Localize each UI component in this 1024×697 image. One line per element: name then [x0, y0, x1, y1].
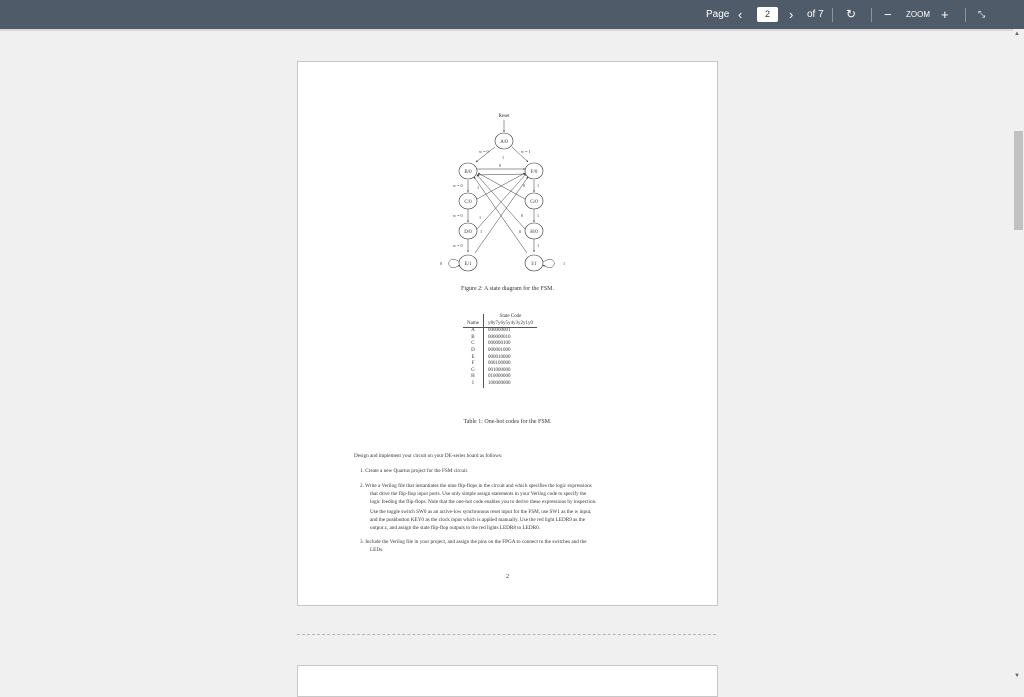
scroll-up-icon[interactable]: ▲ [1014, 31, 1020, 37]
edge-label: w = 0 [479, 149, 489, 154]
zoom-label: ZOOM [906, 10, 930, 19]
edge-label: 1 [537, 243, 540, 248]
table-row: D 000001000 [463, 348, 537, 355]
chevron-right-icon[interactable]: › [789, 7, 794, 22]
state-b-label: B/0 [464, 170, 472, 175]
chevron-left-icon[interactable]: ‹ [738, 7, 743, 22]
state-a-label: A/0 [500, 140, 508, 145]
table-row: A 000000001 [463, 328, 537, 335]
edge-label: 0 [519, 229, 522, 234]
edge-label: w = 0 [453, 183, 463, 188]
toolbar-separator [871, 8, 872, 22]
code-header: y8y7y6y5y4y3y2y1y0 [483, 321, 537, 328]
state-code-table [463, 314, 537, 388]
toolbar-separator [965, 8, 966, 22]
edge-label: 1 [477, 185, 480, 190]
list-item: logic feeding the flip-flops. Note that the one-hot code enables you to derive these expressions by inspection. [370, 499, 597, 505]
collapse-icon[interactable]: ⤡ [978, 9, 986, 19]
intro-text: Design and implement your circuit on your DE-series board as follows: [354, 453, 503, 459]
state-c-label: C/0 [464, 200, 472, 205]
edge-label: 1 [479, 215, 482, 220]
pdf-toolbar [0, 0, 1024, 29]
edge-label: 0 [523, 183, 526, 188]
toolbar-shadow [0, 29, 1024, 31]
state-f-label: F/0 [530, 170, 538, 175]
page-divider [297, 634, 716, 635]
reset-label: Reset [498, 114, 510, 119]
page-label: Page [706, 9, 730, 20]
table-title: State Code [499, 314, 522, 319]
plus-icon[interactable]: + [941, 7, 949, 22]
toolbar-separator [832, 8, 833, 22]
edge-label: 1 [502, 155, 505, 160]
table-row: F 000100000 [463, 361, 537, 368]
edge-label: 1 [537, 183, 540, 188]
figure-caption: Figure 2: A state diagram for the FSM. [461, 286, 554, 292]
edge-label: w = 0 [453, 213, 463, 218]
list-item: 1. Create a new Quartus project for the FSM circuit. [360, 468, 469, 474]
list-item: Use the toggle switch SW0 as an active-low synchronous reset input for the FSM, use SW1 as the w input, [370, 509, 592, 515]
edge-label: 0 [521, 213, 524, 218]
minus-icon[interactable]: − [884, 7, 892, 22]
edge-label: 0 [499, 163, 502, 168]
next-pdf-page [297, 665, 718, 697]
list-item: LEDs. [370, 547, 384, 553]
state-g-label: G/0 [530, 200, 538, 205]
edge-label: 0 [440, 261, 443, 266]
table-row: G 001000000 [463, 368, 537, 375]
rotate-icon[interactable]: ↻ [846, 7, 857, 21]
table-row: E 000010000 [463, 355, 537, 362]
scrollbar-track[interactable] [1013, 29, 1024, 683]
name-header: Name [463, 321, 483, 328]
table-caption: Table 1: One-hot codes for the FSM. [463, 419, 552, 425]
edge-label: 1 [563, 261, 566, 266]
table-row: I 100000000 [463, 381, 537, 388]
scroll-down-icon[interactable]: ▼ [1014, 673, 1020, 679]
list-item: 2. Write a Verilog file that instantiates the nine flip-flops in the circuit and which specifies the logic expressions [360, 483, 592, 489]
table-row: C 000000100 [463, 341, 537, 348]
list-item: output z, and assign the state flip-flop outputs to the red lights LEDR8 to LEDR0. [370, 525, 541, 531]
scrollbar-thumb[interactable] [1014, 131, 1023, 230]
edge-label: 1 [480, 229, 483, 234]
edge-label: w = 0 [453, 243, 463, 248]
state-h-label: H/0 [530, 230, 538, 235]
state-e-label: E/1 [464, 262, 472, 267]
list-item: and the pushbutton KEY0 as the clock input which is applied manually. Use the red light LEDR9 as the [370, 517, 586, 523]
page-number: 2 [506, 574, 509, 580]
table-row: H 010000000 [463, 374, 537, 381]
edge-label: 1 [537, 213, 540, 218]
state-i-label: I/1 [531, 262, 537, 267]
page-number-input[interactable]: 2 [757, 7, 778, 22]
state-d-label: D/0 [464, 230, 472, 235]
table-row: B 000000010 [463, 335, 537, 342]
fsm-state-diagram [433, 107, 583, 287]
list-item: 3. Include the Verilog file in your project, and assign the pins on the FPGA to connect to the switches and the [360, 539, 587, 545]
edge-label: w = 1 [521, 149, 531, 154]
pdf-page [297, 61, 718, 606]
page-count: of 7 [807, 9, 824, 20]
list-item: that drive the flip-flop input ports. Use only simple assign statements in your Verilog code to specify the [370, 491, 587, 497]
